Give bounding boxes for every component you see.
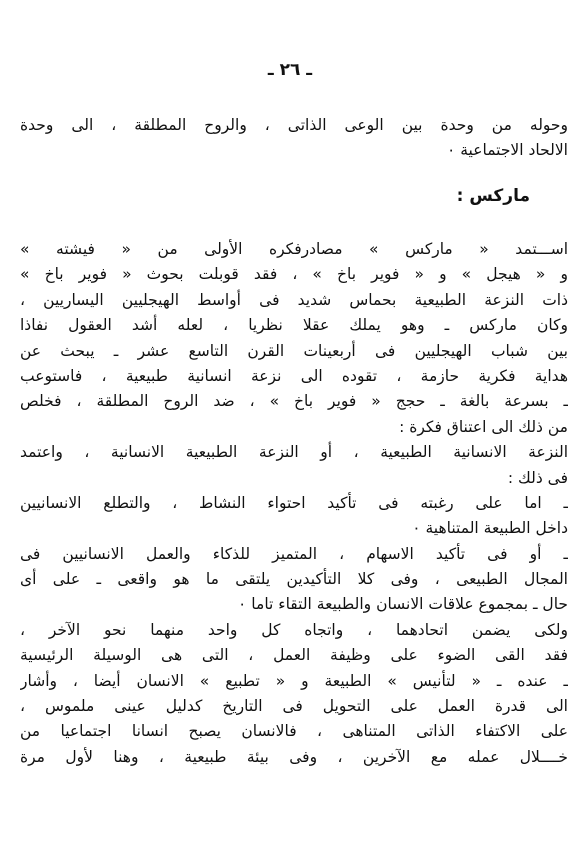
text-line: النزعة الانسانية الطبيعية ، أو النزعة الطبيعية الانسانية ، واعتمد <box>20 443 568 462</box>
body-text <box>20 237 568 770</box>
text-line: الالحاد الاجتماعية ٠ <box>446 141 568 160</box>
intro-paragraph <box>20 113 568 164</box>
text-line: ـ أو فى تأكيد الاسهام ، المتميز للذكاء والعمل الانسانيين فى <box>20 544 568 563</box>
text-line: و « هيجل » و « فوير باخ » ، فقد قوبلت بحوث « فوير باخ » <box>20 265 568 284</box>
text-line: فقد القى الضوء على وظيفة العمل ، التى هى الوسيلة الرئيسية <box>20 646 568 665</box>
text-line: المجال الطبيعى ، وفى كلا التأكيدين يلتقى ما هو واقعى ـ على أى <box>20 570 568 589</box>
text-line: فى ذلك : <box>507 468 568 487</box>
text-line: داخل الطبيعة المتناهية ٠ <box>412 519 568 538</box>
text-line: وحوله من وحدة بين الوعى الذاتى ، والروح المطلقة ، الى وحدة <box>20 116 568 134</box>
text-line: بين شباب الهيجليين فى أربعينات القرن التاسع عشر ـ يبحث عن <box>20 341 568 360</box>
text-line: هداية فكرية حازمة ، تقوده الى نزعة انسانية طبيعية ، فاستوعب <box>20 366 568 385</box>
text-line: الى قدرة العمل على التحويل فى التاريخ كدليل عينى ملموس ، <box>20 697 568 716</box>
section-heading: ماركس : <box>456 186 530 206</box>
text-line: وكان ماركس ـ وهو يملك عقلا نظريا ، لعله أشد العقول نفاذا <box>20 316 568 335</box>
text-line: ـ بسرعة بالغة ـ حجج « فوير باخ » ، ضد الروح المطلقة ، فخلص <box>20 392 568 411</box>
text-line: خــــلال عمله مع الآخرين ، وفى بيئة طبيعية ، وهنا لأول مرة <box>20 747 568 766</box>
text-line: ـ عنده ـ « لتأنيس » الطبيعة و « تطبيع » الانسان أيضا ، وأشار <box>20 671 568 690</box>
text-line: على الاكتفاء الذاتى المتناهى ، فالانسان يصبح انسانا اجتماعيا من <box>20 722 568 741</box>
text-line: ذات النزعة الطبيعية بحماس شديد فى أواسط الهيجليين اليساريين ، <box>20 290 568 309</box>
text-line: ولكى يضمن اتحادهما ، واتجاه كل واحد منهما نحو الآخر ، <box>20 620 568 639</box>
text-line: من ذلك الى اعتناق فكرة : <box>399 417 568 436</box>
text-line: حال ـ بمجموع علاقات الانسان والطبيعة التقاء تاما ٠ <box>238 595 568 614</box>
text-line: اســـتمد « ماركس » مصادرفكره الأولى من « فيشته » <box>20 240 568 258</box>
text-line: ـ اما على رغبته فى تأكيد احتواء النشاط ، والتطلع الانسانيين <box>20 493 568 512</box>
page-number: ـ ٢٦ ـ <box>267 60 313 80</box>
